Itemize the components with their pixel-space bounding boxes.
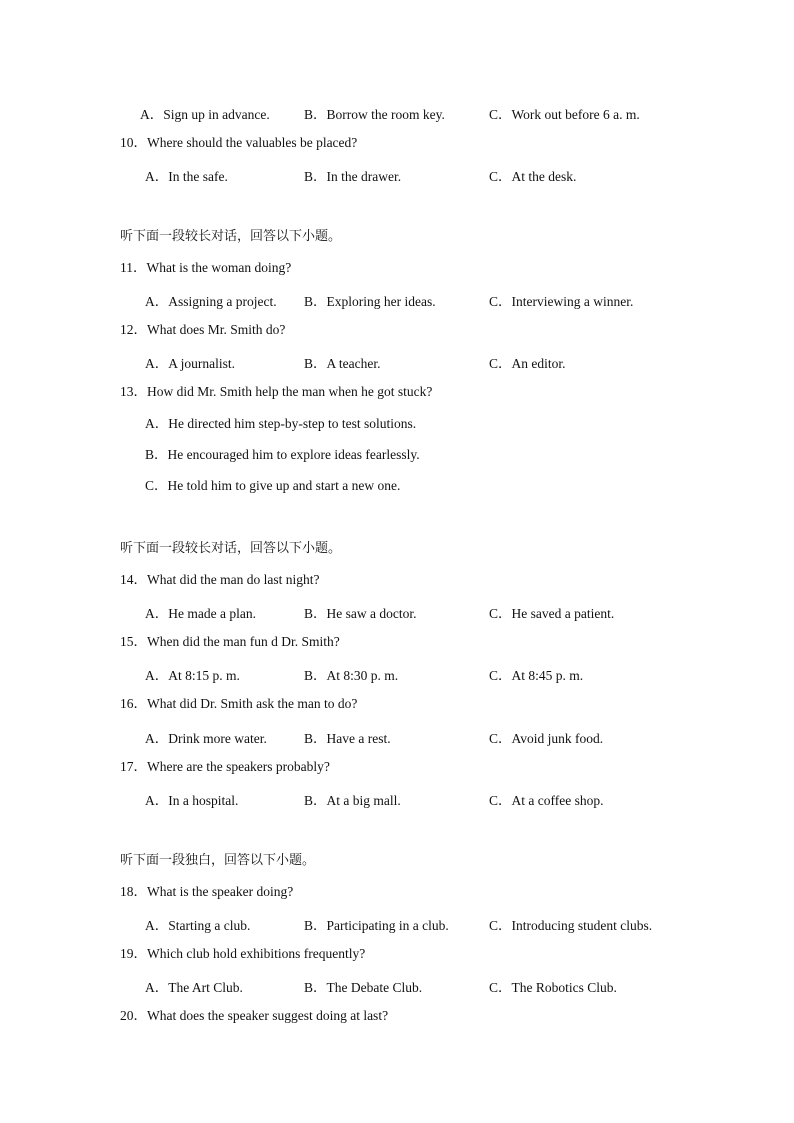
option-c: C．He told him to give up and start a new one. — [145, 478, 401, 493]
option-c: C．He saved a patient. — [489, 606, 615, 621]
question-19: 19．Which club hold exhibitions frequently? — [120, 946, 366, 961]
option-c: C．At the desk. — [489, 169, 577, 184]
option-a: A．Assigning a project. — [145, 294, 277, 309]
question-16-options — [145, 727, 705, 745]
question-12: 12．What does Mr. Smith do? — [120, 322, 286, 337]
section-heading: 听下面一段独白，回答以下小题。 — [120, 853, 316, 868]
option-b: B．He saw a doctor. — [304, 606, 417, 621]
option-a: A．He made a plan. — [145, 606, 256, 621]
option-b: B．At 8:30 p. m. — [304, 668, 399, 683]
question-18: 18．What is the speaker doing? — [120, 884, 294, 899]
question-17-options — [145, 789, 705, 807]
option-b: B．The Debate Club. — [304, 980, 423, 995]
option-c: C．Interviewing a winner. — [489, 294, 634, 309]
question-16: 16．What did Dr. Smith ask the man to do? — [120, 696, 358, 711]
section-heading: 听下面一段较长对话，回答以下小题。 — [120, 541, 342, 556]
option-b: B．Have a rest. — [304, 731, 391, 746]
question-18-options — [145, 914, 705, 932]
question-19-options — [145, 976, 705, 994]
question-10-options — [145, 165, 705, 183]
question-15: 15．When did the man fun d Dr. Smith? — [120, 634, 340, 649]
option-a: A．At 8:15 p. m. — [145, 668, 240, 683]
question-14-options — [145, 602, 705, 620]
option-c: C．The Robotics Club. — [489, 980, 617, 995]
option-c: C．Introducing student clubs. — [489, 918, 653, 933]
option-a: A．The Art Club. — [145, 980, 243, 995]
question-11-options — [145, 290, 705, 308]
option-c: C．At 8:45 p. m. — [489, 668, 584, 683]
option-a: A．A journalist. — [145, 356, 235, 371]
question-9-options — [140, 103, 700, 121]
option-b: B．Borrow the room key. — [304, 107, 445, 122]
option-b: B．Exploring her ideas. — [304, 294, 436, 309]
option-b: B．Participating in a club. — [304, 918, 449, 933]
option-a: A．Sign up in advance. — [140, 107, 270, 122]
question-17: 17．Where are the speakers probably? — [120, 759, 330, 774]
question-14: 14．What did the man do last night? — [120, 572, 320, 587]
option-c: C．An editor. — [489, 356, 566, 371]
question-20: 20．What does the speaker suggest doing at last? — [120, 1008, 389, 1023]
option-a: A．Starting a club. — [145, 918, 251, 933]
section-heading: 听下面一段较长对话，回答以下小题。 — [120, 229, 342, 244]
option-a: A．He directed him step-by-step to test solutions. — [145, 416, 417, 431]
option-c: C．At a coffee shop. — [489, 793, 604, 808]
question-13: 13．How did Mr. Smith help the man when he got stuck? — [120, 384, 433, 399]
option-b: B．A teacher. — [304, 356, 381, 371]
option-b: B．He encouraged him to explore ideas fearlessly. — [145, 447, 420, 462]
option-b: B．At a big mall. — [304, 793, 401, 808]
option-a: A．In the safe. — [145, 169, 228, 184]
option-c: C．Avoid junk food. — [489, 731, 604, 746]
question-15-options — [145, 664, 705, 682]
option-a: A．In a hospital. — [145, 793, 239, 808]
option-c: C．Work out before 6 a. m. — [489, 107, 640, 122]
option-b: B．In the drawer. — [304, 169, 402, 184]
question-10: 10．Where should the valuables be placed? — [120, 135, 358, 150]
option-a: A．Drink more water. — [145, 731, 267, 746]
question-11: 11．What is the woman doing? — [120, 260, 292, 275]
question-12-options — [145, 352, 705, 370]
